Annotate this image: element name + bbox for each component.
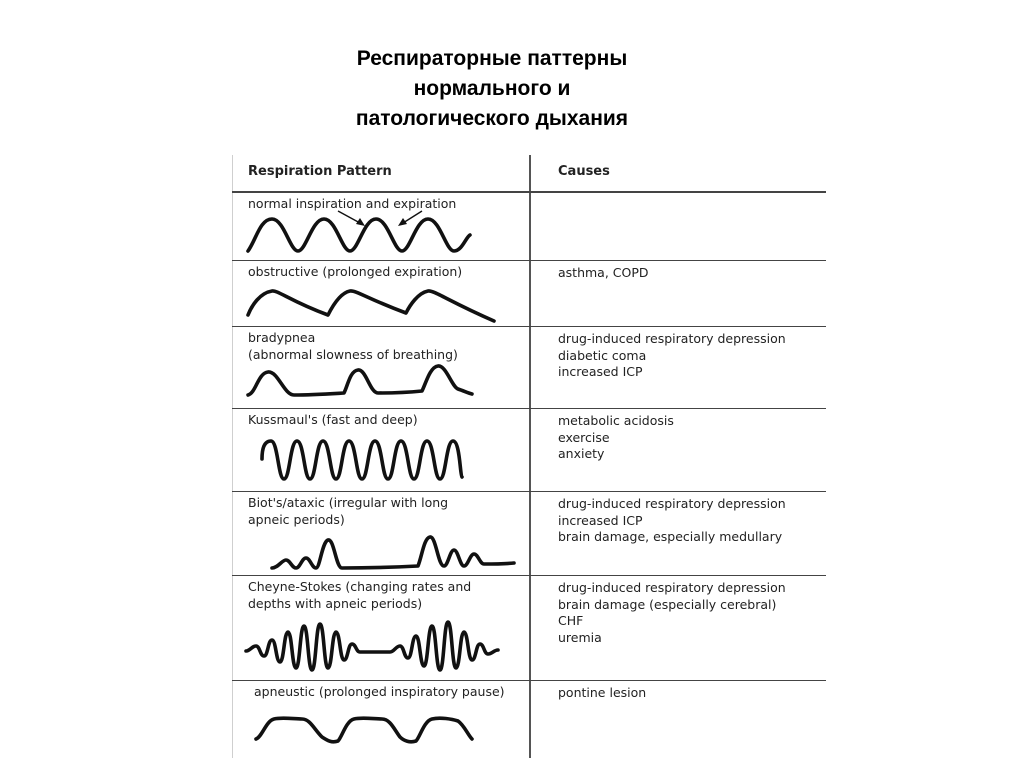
pattern-text: Kussmaul's (fast and deep) (248, 412, 418, 427)
cause-item: uremia (558, 629, 602, 645)
arrow-icon (338, 211, 365, 226)
slide-title (212, 44, 772, 134)
table-row-apneustic (232, 681, 826, 758)
cause-item: anxiety (558, 446, 605, 461)
bradypnea-waveform (232, 327, 529, 408)
kussmaul-waveform (232, 409, 529, 491)
cause-item: asthma, COPD (558, 265, 649, 280)
cause-item: CHF (558, 613, 584, 628)
pattern-text: normal inspiration and expiration (248, 196, 457, 211)
cause-item: increased ICP (558, 512, 643, 528)
causes-list (558, 265, 649, 282)
cause-item: drug-induced respiratory depression (558, 496, 786, 511)
table-row-obstructive (232, 261, 826, 326)
pattern-text: obstructive (prolonged expiration) (248, 264, 463, 279)
title-line: патологического дыхания (355, 107, 629, 130)
cheyne-stokes-waveform (232, 576, 529, 680)
cause-item: exercise (558, 429, 610, 445)
normal-breathing-waveform (232, 193, 529, 260)
table-row-normal (232, 193, 826, 260)
pattern-text: depths with apneic periods) (248, 595, 423, 611)
causes-list (558, 331, 786, 381)
pattern-text: Biot's/ataxic (irregular with long (248, 495, 449, 510)
pattern-text: apneustic (prolonged inspiratory pause) (254, 684, 505, 699)
table-row-biot (232, 492, 826, 575)
biot-waveform (232, 492, 529, 575)
title-line: нормального и (413, 77, 571, 100)
pattern-text: (abnormal slowness of breathing) (248, 346, 458, 362)
obstructive-waveform (232, 261, 529, 326)
table-row-kussmaul (232, 409, 826, 491)
cause-item: drug-induced respiratory depression (558, 580, 786, 595)
cause-item: brain damage (especially cerebral) (558, 596, 777, 612)
pattern-text: Cheyne-Stokes (changing rates and (248, 579, 472, 594)
cause-item: metabolic acidosis (558, 413, 674, 428)
header-causes: Causes (558, 164, 610, 179)
pattern-text: apneic periods) (248, 511, 345, 527)
pattern-text: bradypnea (248, 330, 316, 345)
causes-list (558, 685, 646, 702)
title-line: Респираторные паттерны (356, 47, 628, 70)
causes-list (558, 413, 674, 463)
table-row-bradypnea (232, 327, 826, 408)
table-row-cheyne-stokes (232, 576, 826, 680)
cause-item: diabetic coma (558, 347, 647, 363)
header-respiration-pattern: Respiration Pattern (248, 164, 392, 179)
causes-list (558, 496, 786, 546)
cause-item: increased ICP (558, 364, 643, 379)
apneustic-waveform (232, 681, 529, 758)
cause-item: drug-induced respiratory depression (558, 331, 786, 346)
cause-item: brain damage, especially medullary (558, 529, 783, 544)
cause-item: pontine lesion (558, 685, 647, 700)
causes-list (558, 580, 786, 646)
respiration-table (232, 155, 826, 758)
